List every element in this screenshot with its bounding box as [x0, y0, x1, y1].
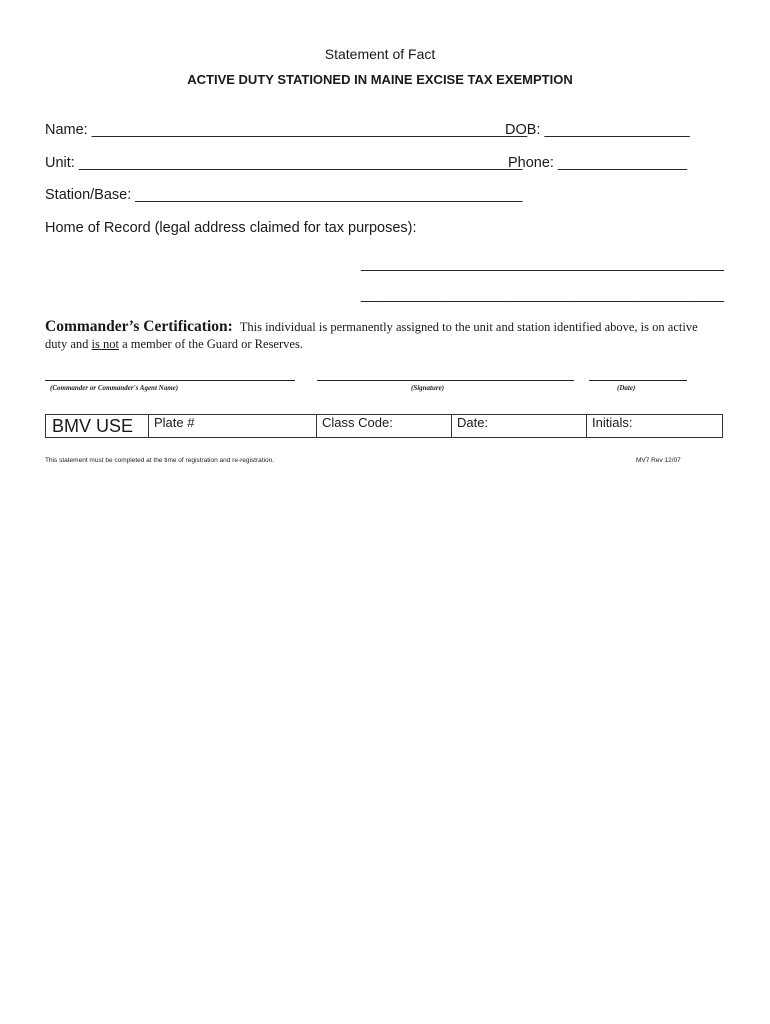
class-code-cell[interactable]: Class Code: — [317, 415, 452, 438]
date-cell[interactable]: Date: — [452, 415, 587, 438]
address-line-1[interactable]: _____________________________________________ — [361, 256, 724, 272]
initials-cell[interactable]: Initials: — [587, 415, 723, 438]
signature-label: (Signature) — [411, 384, 445, 392]
date-label: (Date) — [617, 384, 636, 392]
home-of-record-label: Home of Record (legal address claimed for tax purposes): — [45, 220, 417, 236]
certification-emphasis: is not — [91, 337, 119, 351]
plate-cell[interactable]: Plate # — [149, 415, 317, 438]
form-subtitle: Statement of Fact — [324, 46, 436, 62]
dob-field[interactable]: DOB: __________________ — [505, 122, 690, 138]
certification-text-end: a member of the Guard or Reserves. — [122, 337, 303, 351]
signature-line[interactable] — [317, 380, 574, 381]
commander-name-label: (Commander or Commander's Agent Name) — [50, 384, 179, 392]
footer-note: This statement must be completed at the time of registration and re-registration. — [45, 457, 275, 464]
commander-certification — [45, 318, 715, 353]
commander-name-line[interactable] — [45, 380, 295, 381]
station-base-field[interactable]: Station/Base: ________________________________________________ — [45, 187, 523, 203]
certification-text: This individual is permanently assigned to the unit and station identified above, is on active duty and — [45, 320, 698, 351]
bmv-use-table — [45, 414, 723, 438]
date-line[interactable] — [589, 380, 687, 381]
unit-field[interactable]: Unit: _______________________________________________________ — [45, 155, 523, 171]
form-title: ACTIVE DUTY STATIONED IN MAINE EXCISE TAX EXEMPTION — [187, 72, 573, 87]
phone-field[interactable]: Phone: ________________ — [508, 155, 688, 171]
certification-heading: Commander’s Certification: — [45, 318, 233, 335]
address-line-2[interactable]: _____________________________________________ — [361, 287, 724, 303]
bmv-use-row — [46, 415, 723, 438]
name-field[interactable]: Name: ______________________________________________________ — [45, 122, 528, 138]
form-id: MV7 Rev 12/07 — [636, 457, 681, 464]
bmv-use-title: BMV USE — [46, 415, 149, 438]
